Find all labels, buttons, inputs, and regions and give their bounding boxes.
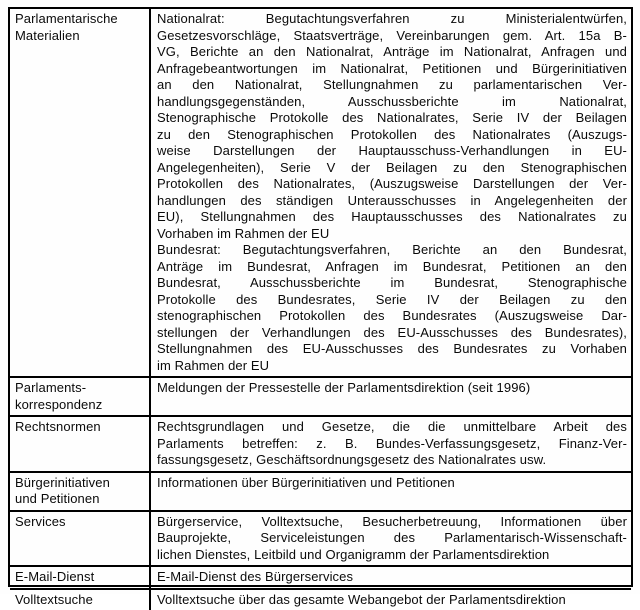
term-line: E-Mail-Dienst — [15, 569, 143, 586]
description-line: Volltextsuche über das gesamte Webangebot der Parlamentsdirektion — [157, 592, 627, 609]
description-line: stenographischen Protokollen des Bundesrates (Auszugsweise Dar- — [157, 308, 627, 325]
table-row — [10, 565, 631, 588]
term-cell — [10, 567, 151, 588]
term-line: und Petitionen — [15, 491, 143, 508]
description-cell — [151, 473, 631, 510]
term-line: Volltextsuche — [15, 592, 143, 609]
description-line: Nationalrat: Begutachtungsverfahren zu Ministerialentwürfen, — [157, 11, 627, 28]
content-table — [8, 7, 633, 587]
description-cell — [151, 590, 631, 610]
description-line: im Rahmen der EU — [157, 358, 627, 375]
description-line: Bundesrat, Ausschussberichte im Bundesrat, Stenographische — [157, 275, 627, 292]
description-line: E-Mail-Dienst des Bürgerservices — [157, 569, 627, 586]
term-cell — [10, 512, 151, 566]
description-line: VG, Berichte an den Nationalrat, Anträge im Nationalrat, Anfragen und — [157, 44, 627, 61]
description-line: Parlaments betreffen: z. B. Bundes-Verfassungsgesetz, Finanz-Ver- — [157, 436, 627, 453]
term-line: Materialien — [15, 28, 143, 45]
description-line: Stellungnahmen des EU-Ausschusses des Bundesrates zu Vorhaben — [157, 341, 627, 358]
description-line: weise Darstellungen der Hauptausschuss-Verhandlungen in EU- — [157, 143, 627, 160]
description-line: Anträge im Bundesrat, Anfragen im Bundesrat, Petitionen an den — [157, 259, 627, 276]
description-line: Gesetzesvorschläge, Staatsverträge, Vereinbarungen gem. Art. 15a B- — [157, 28, 627, 45]
description-line: Bürgerservice, Volltextsuche, Besucherbetreuung, Informationen über — [157, 514, 627, 531]
description-cell — [151, 512, 631, 566]
description-line: Angelegenheiten), Serie V der Beilagen zu den Stenographischen — [157, 160, 627, 177]
term-cell — [10, 590, 151, 610]
description-line: Bundesrat: Begutachtungsverfahren, Berichte an den Bundesrat, — [157, 242, 627, 259]
term-line: Bürgerinitiativen — [15, 475, 143, 492]
term-line: Rechtsnormen — [15, 419, 143, 436]
term-line: Services — [15, 514, 143, 531]
description-line: Meldungen der Pressestelle der Parlamentsdirektion (seit 1996) — [157, 380, 627, 397]
description-line: Anfragebeantwortungen im Nationalrat, Petitionen und Bürgerinitiativen — [157, 61, 627, 78]
description-line: Rechtsgrundlagen und Gesetze, die die unmittelbare Arbeit des — [157, 419, 627, 436]
description-line: handlungsgegenständen, Ausschussberichte im Nationalrat, — [157, 94, 627, 111]
description-line: Informationen über Bürgerinitiativen und Petitionen — [157, 475, 627, 492]
description-line: Protokolle des Bundesrates, Serie IV der Beilagen zu den — [157, 292, 627, 309]
table-row — [10, 510, 631, 566]
description-line: lichen Dienstes, Leitbild und Organigramm der Parlamentsdirektion — [157, 547, 627, 564]
description-cell — [151, 378, 631, 415]
description-line: Protokollen des Nationalrates, (Auszugsweise Darstellungen der Ver- — [157, 176, 627, 193]
term-line: Parlaments- — [15, 380, 143, 397]
term-cell — [10, 417, 151, 471]
description-line: Stenographische Protokolle des Nationalrates, Serie IV der Beilagen — [157, 110, 627, 127]
description-cell — [151, 9, 631, 376]
term-cell — [10, 473, 151, 510]
table-row — [10, 376, 631, 415]
description-line: zu den Stenographischen Protokollen des Nationalrates (Auszugs- — [157, 127, 627, 144]
description-line: Bauprojekte, Serviceleistungen des Parlamentarisch-Wissenschaft- — [157, 530, 627, 547]
description-cell — [151, 417, 631, 471]
table-row — [10, 9, 631, 376]
description-line: fassungsgesetz, Geschäftsordnungsgesetz des Nationalrates usw. — [157, 452, 627, 469]
table-row — [10, 588, 631, 610]
description-line: handlungen des ständigen Unterausschusses in Angelegenheiten der — [157, 193, 627, 210]
term-cell — [10, 9, 151, 376]
description-line: EU), Stellungnahmen des Hauptausschusses des Nationalrates zu — [157, 209, 627, 226]
term-line: Parlamentarische — [15, 11, 143, 28]
term-line: korrespondenz — [15, 397, 143, 414]
term-cell — [10, 378, 151, 415]
description-line: Vorhaben im Rahmen der EU — [157, 226, 627, 243]
table-row — [10, 471, 631, 510]
table-row — [10, 415, 631, 471]
description-line: stellungen der Verhandlungen des EU-Ausschusses des Bundesrates), — [157, 325, 627, 342]
description-line: an den Nationalrat, Stellungnahmen zu parlamentarischen Ver- — [157, 77, 627, 94]
description-cell — [151, 567, 631, 588]
